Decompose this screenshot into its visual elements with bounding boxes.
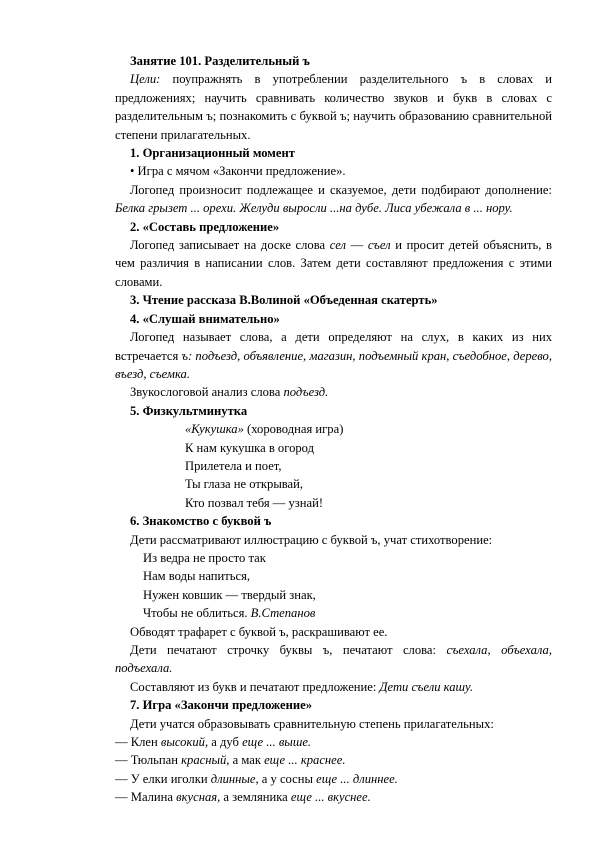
adjective: красный,	[181, 753, 230, 768]
poem-line: Нужен ковшик — твердый знак,	[143, 587, 316, 602]
goals-paragraph	[115, 70, 552, 144]
poem-author: В.Степанов	[250, 606, 316, 621]
adjective: вкусная,	[176, 790, 221, 805]
word-list: ъ: подъезд, объявление, магазин, подъемный кран, съедобное, дерево, въезд, съемка.	[115, 348, 552, 381]
game-line: • Игра с мячом «Закончи предложение».	[130, 164, 346, 179]
goals-label: Цели:	[130, 72, 161, 87]
paragraph: Обводят трафарет с буквой ъ, раскрашивают ее.	[130, 624, 388, 639]
item-text: — Клен	[115, 735, 161, 750]
section-heading: 7. Игра «Закончи предложение»	[130, 698, 313, 713]
paragraph-text: Логопед записывает на доске слова	[130, 238, 330, 253]
item-text: — У елки иголки	[115, 771, 211, 786]
paragraph-text: и просит детей объяснить, в чем различия в написании слов. Затем дети составляют предложения с этими словами.	[115, 238, 552, 289]
comparative: еще ... краснее.	[264, 753, 346, 768]
paragraph-text: Составляют из букв и печатают предложение:	[130, 679, 380, 694]
paragraph-text: Логопед произносит подлежащее и сказуемое, дети подбирают дополнение:	[130, 182, 552, 197]
paragraph-text: Звукослоговой анализ слова	[130, 385, 284, 400]
word: подъезд.	[283, 385, 329, 400]
poem-text: Чтобы не облиться.	[143, 606, 251, 621]
poem-line: Из ведра не просто так	[143, 550, 266, 565]
comparative: еще ... вкуснее.	[290, 790, 371, 805]
sentence: Дети съели кашу.	[379, 679, 474, 694]
paragraph	[115, 181, 552, 218]
paragraph-text: Логопед называет слова, а дети определяют на слух, в каких из них встречается	[115, 330, 552, 363]
poem-line: Прилетела и поет,	[185, 458, 282, 473]
item-text: а мак	[229, 753, 265, 768]
list-item	[115, 770, 552, 788]
paragraph: Дети учатся образовывать сравнительную степень прилагательных:	[130, 716, 494, 731]
document-page	[115, 52, 552, 807]
list-item	[115, 733, 552, 751]
paragraph	[115, 328, 552, 383]
paragraph	[115, 641, 552, 678]
section-heading: 1. Организационный момент	[130, 146, 295, 161]
paragraph	[115, 236, 552, 291]
comparative: еще ... длиннее.	[316, 771, 398, 786]
paragraph	[115, 678, 552, 696]
item-text: а земляника	[220, 790, 291, 805]
list-item	[115, 788, 552, 806]
list-item	[115, 751, 552, 769]
item-text: а дуб	[208, 735, 243, 750]
item-text: а у сосны	[258, 771, 317, 786]
poem-line: Нам воды напиться,	[143, 569, 251, 584]
section-heading: 5. Физкультминутка	[130, 403, 248, 418]
paragraph	[115, 383, 552, 401]
adjective: высокий,	[160, 735, 209, 750]
paragraph: Дети рассматривают иллюстрацию с буквой ъ, учат стихотворение:	[130, 532, 493, 547]
poem-title-line	[115, 420, 552, 438]
comparative: еще ... выше.	[242, 735, 312, 750]
poem-line	[115, 604, 552, 622]
item-text: — Тюльпан	[115, 753, 182, 768]
goals-text: поупражнять в употреблении разделительного ъ в словах и предложениях; научить сравнивать количество звуков и букв в словах с разделительным ъ; познакомить с буквой ъ; научить образованию сравнительной степени прилагательных.	[115, 72, 552, 142]
paragraph-text: Дети печатают строчку буквы ъ, печатают слова:	[130, 643, 447, 657]
dash: —	[345, 238, 368, 253]
word: съел	[367, 238, 391, 253]
section-heading: 3. Чтение рассказа В.Волиной «Объеденная скатерть»	[130, 293, 438, 308]
section-heading: 6. Знакомство с буквой ъ	[130, 514, 272, 529]
section-heading: 4. «Слушай внимательно»	[130, 311, 280, 326]
poem-note: (хороводная игра)	[243, 422, 344, 437]
examples-text: Белка грызет ... орехи. Желуди выросли ...на дубе. Лиса убежала в ... нору.	[115, 201, 513, 216]
poem-line: Ты глаза не открывай,	[185, 477, 304, 492]
poem-title: «Кукушка»	[185, 422, 244, 437]
word-list: съехала, объехала, подъехала.	[115, 643, 552, 676]
word: сел	[329, 238, 346, 253]
adjective: длинные,	[210, 771, 259, 786]
item-text: — Малина	[115, 790, 177, 805]
lesson-title: Занятие 101. Разделительный ъ	[130, 54, 310, 68]
poem-line: Кто позвал тебя — узнай!	[185, 495, 324, 510]
poem-line: К нам кукушка в огород	[185, 440, 315, 455]
section-heading: 2. «Составь предложение»	[130, 219, 280, 234]
